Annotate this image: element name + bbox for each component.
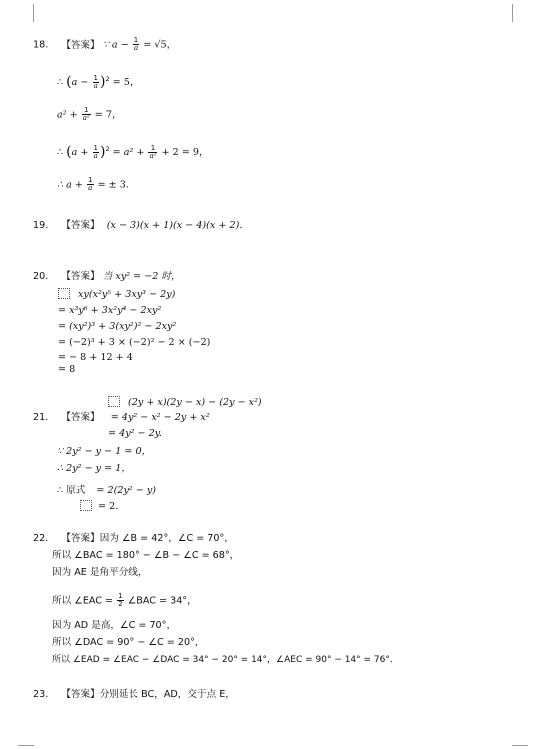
q18-line-3: a² + $\frac{1}{\text{a²}}$ = 7， xyxy=(57,106,122,122)
crop-mark-bottom-right xyxy=(512,745,528,746)
fraction: $\frac{1}{a}$ xyxy=(133,36,139,52)
crop-mark-top-left xyxy=(33,4,34,22)
q18-line-1: 18. 【答案】 ∵ a − $\frac{1}{a}$ = √5， xyxy=(33,36,177,52)
q21-top: (2y + x)(2y − x) − (2y − x²) xyxy=(108,396,262,409)
q22-line-5: 因为 AD 是高，∠C = 70°， xyxy=(52,620,177,631)
q21-line-2: = 4y² − 2y. xyxy=(108,428,162,439)
q20-step-5: = 8 xyxy=(58,364,76,375)
q21-line-4: ∴ 2y² − y = 1， xyxy=(57,463,131,474)
q21-line-3: ∵ 2y² − y − 1 = 0， xyxy=(57,446,152,457)
q22-line-4: 所以 ∠EAC = $\frac{1}{2}$ ∠BAC = 34°， xyxy=(52,592,197,608)
crop-mark-bottom-left xyxy=(18,745,34,746)
answer-tag: 【答案】 xyxy=(61,39,100,51)
q22-line-1: 22. 【答案】因为 ∠B = 42°，∠C = 70°， xyxy=(33,533,234,544)
q22-line-6: 所以 ∠DAC = 90° − ∠C = 20°， xyxy=(52,637,205,648)
q20-step-3: = (−2)³ + 3 × (−2)² − 2 × (−2) xyxy=(58,337,211,348)
q18-number: 18. xyxy=(33,39,49,51)
q20-step-4: = − 8 + 12 + 4 xyxy=(58,352,133,363)
q18-line-4: ∴ (a + $\frac{1}{a}$ )$^2$ = a² + $\frac{1}{\text{a²}}$ + 2 = 9， xyxy=(57,143,209,161)
q21-line-6: = 2. xyxy=(80,500,118,513)
q20-step-1: = x³y⁶ + 3x²y⁴ − 2xy² xyxy=(58,305,162,316)
q22-line-2: 所以 ∠BAC = 180° − ∠B − ∠C = 68°， xyxy=(52,550,240,561)
q19-line: 19. 【答案】 (x − 3)(x + 1)(x − 4)(x + 2)． xyxy=(33,220,249,231)
q18-line-5: ∴ a + $\frac{1}{a}$ = ± 3． xyxy=(57,176,136,192)
q18-line-2: ∴ (a − $\frac{1}{a}$ )$^2$ = 5， xyxy=(57,73,140,91)
q20-head: 20. 【答案】 当 xy² = −2 时， xyxy=(33,271,181,282)
q20-step-2: = (xy²)³ + 3(xy²)² − 2xy² xyxy=(58,321,177,332)
q23-line: 23. 【答案】分别延长 BC，AD，交于点 E， xyxy=(33,689,235,700)
q20-step-0: xy(x²y⁵ + 3xy³ − 2y) xyxy=(58,288,175,301)
q22-line-7: 所以 ∠EAD = ∠EAC − ∠DAC = 34° − 20° = 14°，∠AEC = 90° − 14° = 76°． xyxy=(52,655,399,665)
q22-line-3: 因为 AE 是角平分线， xyxy=(52,567,148,578)
placeholder-box xyxy=(58,288,70,299)
q21-line-5: ∴ 原式 = 2(2y² − y) xyxy=(57,485,157,496)
q21-line-1: 21. 【答案】 = 4y² − x² − 2y + x² xyxy=(33,412,210,423)
crop-mark-top-right xyxy=(512,4,513,22)
